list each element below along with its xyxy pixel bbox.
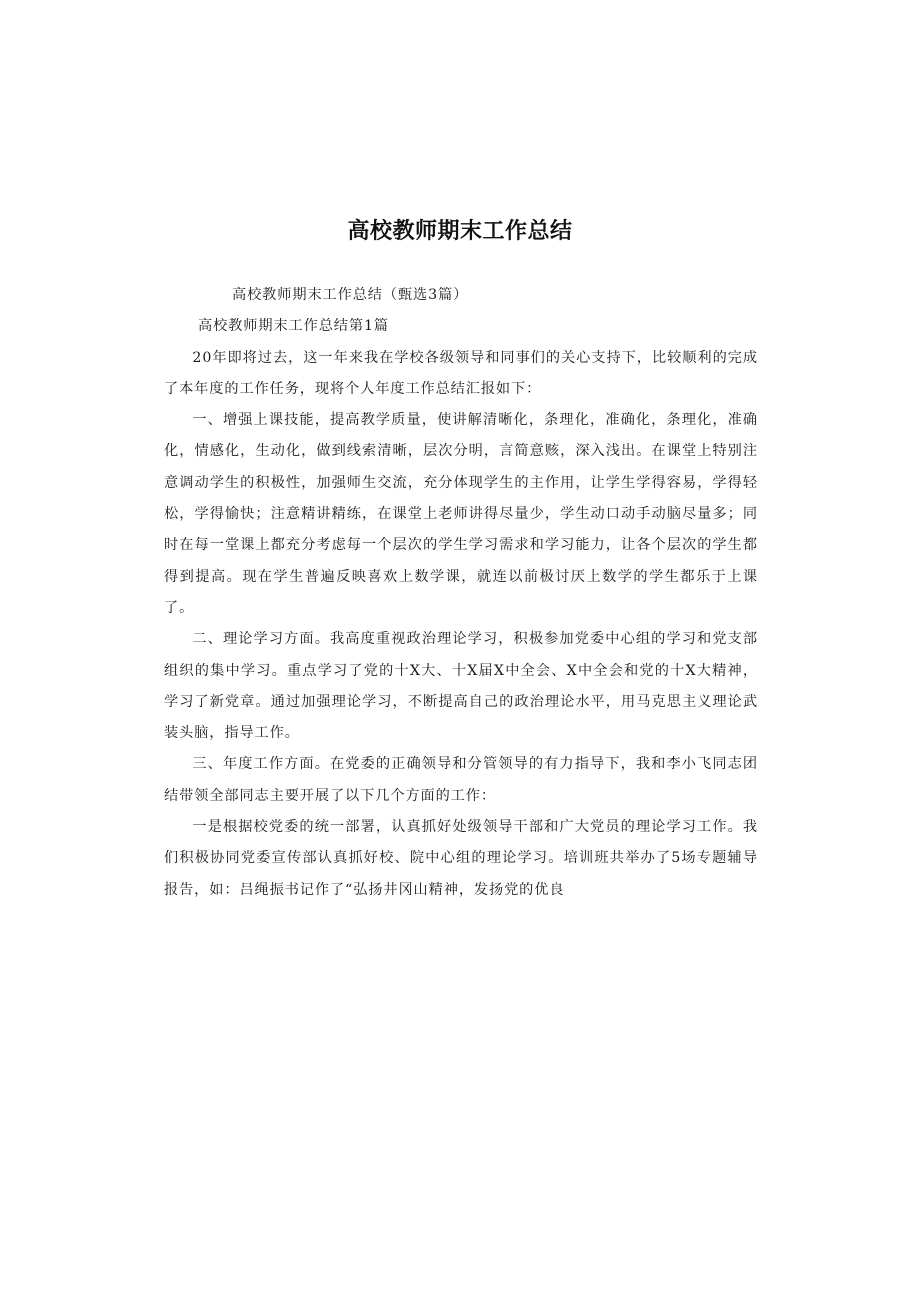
document-body: [164, 280, 758, 906]
paragraph-annual-work: 三、年度工作方面。在党委的正确领导和分管领导的有力指导下，我和李小飞同志团结带领全部同志主要开展了以下几个方面的工作：: [164, 756, 758, 804]
document-subtitle: 高校教师期末工作总结（甄选3篇）: [232, 287, 469, 303]
paragraph-theory-study: 二、理论学习方面。我高度重视政治理论学习，积极参加党委中心组的学习和党支部组织的集中学习。重点学习了党的十X大、十X届X中全会、X中全会和党的十X大精神，学习了新党章。通过加强理论学习，不断提高自己的政治理论水平，用马克思主义理论武装头脑，指导工作。: [164, 631, 758, 742]
document-title: 高校教师期末工作总结: [347, 219, 573, 244]
paragraph-intro: 20年即将过去，这一年来我在学校各级领导和同事们的关心支持下，比较顺利的完成了本年度的工作任务，现将个人年度工作总结汇报如下：: [164, 349, 758, 397]
paragraph-first-item: 一是根据校党委的统一部署，认真抓好处级领导干部和广大党员的理论学习工作。我们积极协同党委宣传部认真抓好校、院中心组的理论学习。培训班共举办了5场专题辅导报告，如：吕绳振书记作了“弘扬井冈山精神，发扬党的优良: [164, 819, 758, 898]
section-heading: 高校教师期末工作总结第1篇: [198, 318, 389, 335]
paragraph-teaching-skills: 一、增强上课技能，提高教学质量，使讲解清晰化，条理化，准确化，条理化，准确化，情感化，生动化，做到线索清晰，层次分明，言简意赅，深入浅出。在课堂上特别注意调动学生的积极性，加强师生交流，充分体现学生的主作用，让学生学得容易，学得轻松，学得愉快；注意精讲精练，在课堂上老师讲得尽量少，学生动口动手动脑尽量多；同时在每一堂课上都充分考虑每一个层次的学生学习需求和学习能力，让各个层次的学生都得到提高。现在学生普遍反映喜欢上数学课，就连以前极讨厌上数学的学生都乐于上课了。: [164, 412, 758, 616]
